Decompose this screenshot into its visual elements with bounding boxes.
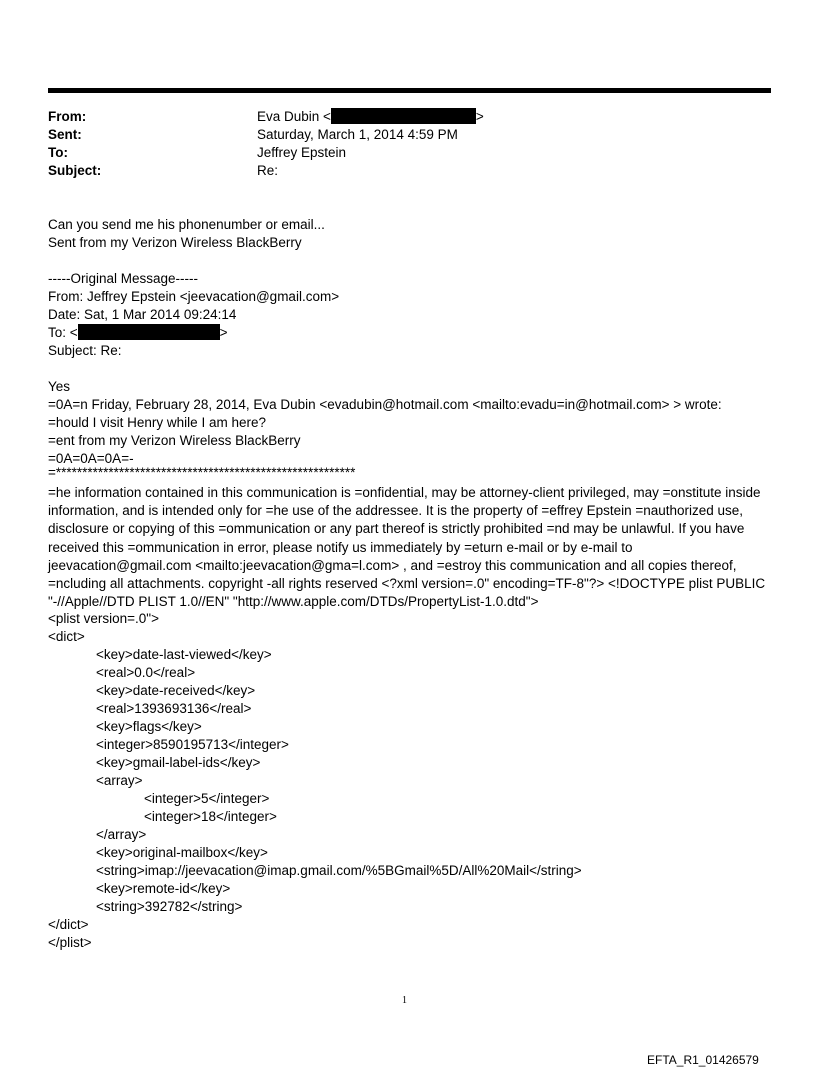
original-message-header: -----Original Message----- xyxy=(48,271,199,286)
disclaimer-paragraph: =he information contained in this communication is =onfidential, may be attorney-client privileged, may =onstitute inside information, and is intended only for =he use of the addressee. It is the property of =effrey Epstein =nauthorized use, disclosure or copying of this =ommunication or any part thereof is strictly prohibited =nd may be unlawful. If you have received this =ommunication in error, please notify us immediately by =eturn e-mail or by e-mail to jeevacation@gmail.com <mailto:jeevacation@gma=l.com> , and =estroy this communication and all copies thereof, =ncluding all attachments. copyright -all rights reserved <?xml version=.0" encoding=TF-8"?> <!DOCTYPE plist PUBLIC "-//Apple//DTD PLIST 1.0//EN" "http://www.apple.com/DTDs/PropertyList-1.0.dtd"> xyxy=(48,485,766,610)
from-name: Eva Dubin < xyxy=(257,109,331,124)
plist-line: <array> xyxy=(96,773,143,788)
plist-line: <key>date-received</key> xyxy=(96,683,256,698)
sent-label: Sent: xyxy=(48,127,82,142)
original-to xyxy=(48,324,228,342)
body-line: Can you send me his phonenumber or email... xyxy=(48,217,325,232)
to-value: Jeffrey Epstein xyxy=(257,145,347,160)
from-close: > xyxy=(475,109,484,124)
redaction-box xyxy=(78,324,220,340)
plist-line: <string>imap://jeevacation@imap.gmail.com/%5BGmail%5D/All%20Mail</string> xyxy=(96,863,582,878)
quoted-line: =0A=n Friday, February 28, 2014, Eva Dubin <evadubin@hotmail.com <mailto:evadu=in@hotmail.com> > wrote: xyxy=(48,397,722,412)
plist-line: <plist version=.0"> xyxy=(48,611,159,626)
plist-line: <key>remote-id</key> xyxy=(96,881,231,896)
original-from: From: Jeffrey Epstein <jeevacation@gmail.com> xyxy=(48,289,340,304)
to-label: To: xyxy=(48,145,68,160)
sent-value: Saturday, March 1, 2014 4:59 PM xyxy=(257,127,458,142)
original-to-close: > xyxy=(219,325,228,340)
bates-number: EFTA_R1_01426579 xyxy=(647,1053,759,1067)
plist-line: <string>392782</string> xyxy=(96,899,243,914)
plist-line: <key>original-mailbox</key> xyxy=(96,845,268,860)
original-date: Date: Sat, 1 Mar 2014 09:24:14 xyxy=(48,307,237,322)
header-rule xyxy=(48,88,771,93)
quoted-line: =hould I visit Henry while I am here? xyxy=(48,415,266,430)
plist-line: <integer>8590195713</integer> xyxy=(96,737,289,752)
plist-line: <dict> xyxy=(48,629,85,644)
from-value xyxy=(257,108,484,126)
subject-label: Subject: xyxy=(48,163,102,178)
separator-stars: =********************************************************* xyxy=(48,465,356,480)
subject-value: Re: xyxy=(257,163,279,178)
quoted-line: =ent from my Verizon Wireless BlackBerry xyxy=(48,433,301,448)
from-label: From: xyxy=(48,109,87,124)
plist-line: <real>0.0</real> xyxy=(96,665,196,680)
redaction-box xyxy=(331,108,476,124)
reply-text: Yes xyxy=(48,379,71,394)
plist-line: </plist> xyxy=(48,935,92,950)
original-to-open: To: < xyxy=(48,325,78,340)
body-line: Sent from my Verizon Wireless BlackBerry xyxy=(48,235,302,250)
page-number: 1 xyxy=(402,995,407,1006)
plist-line: <key>gmail-label-ids</key> xyxy=(96,755,261,770)
plist-line: </array> xyxy=(96,827,147,842)
plist-line: <integer>18</integer> xyxy=(144,809,277,824)
plist-line: <key>date-last-viewed</key> xyxy=(96,647,272,662)
plist-line: <key>flags</key> xyxy=(96,719,202,734)
plist-line: </dict> xyxy=(48,917,89,932)
quoted-line: =0A=0A=0A=- xyxy=(48,451,134,466)
original-subject: Subject: Re: xyxy=(48,343,122,358)
plist-line: <real>1393693136</real> xyxy=(96,701,252,716)
plist-line: <integer>5</integer> xyxy=(144,791,270,806)
